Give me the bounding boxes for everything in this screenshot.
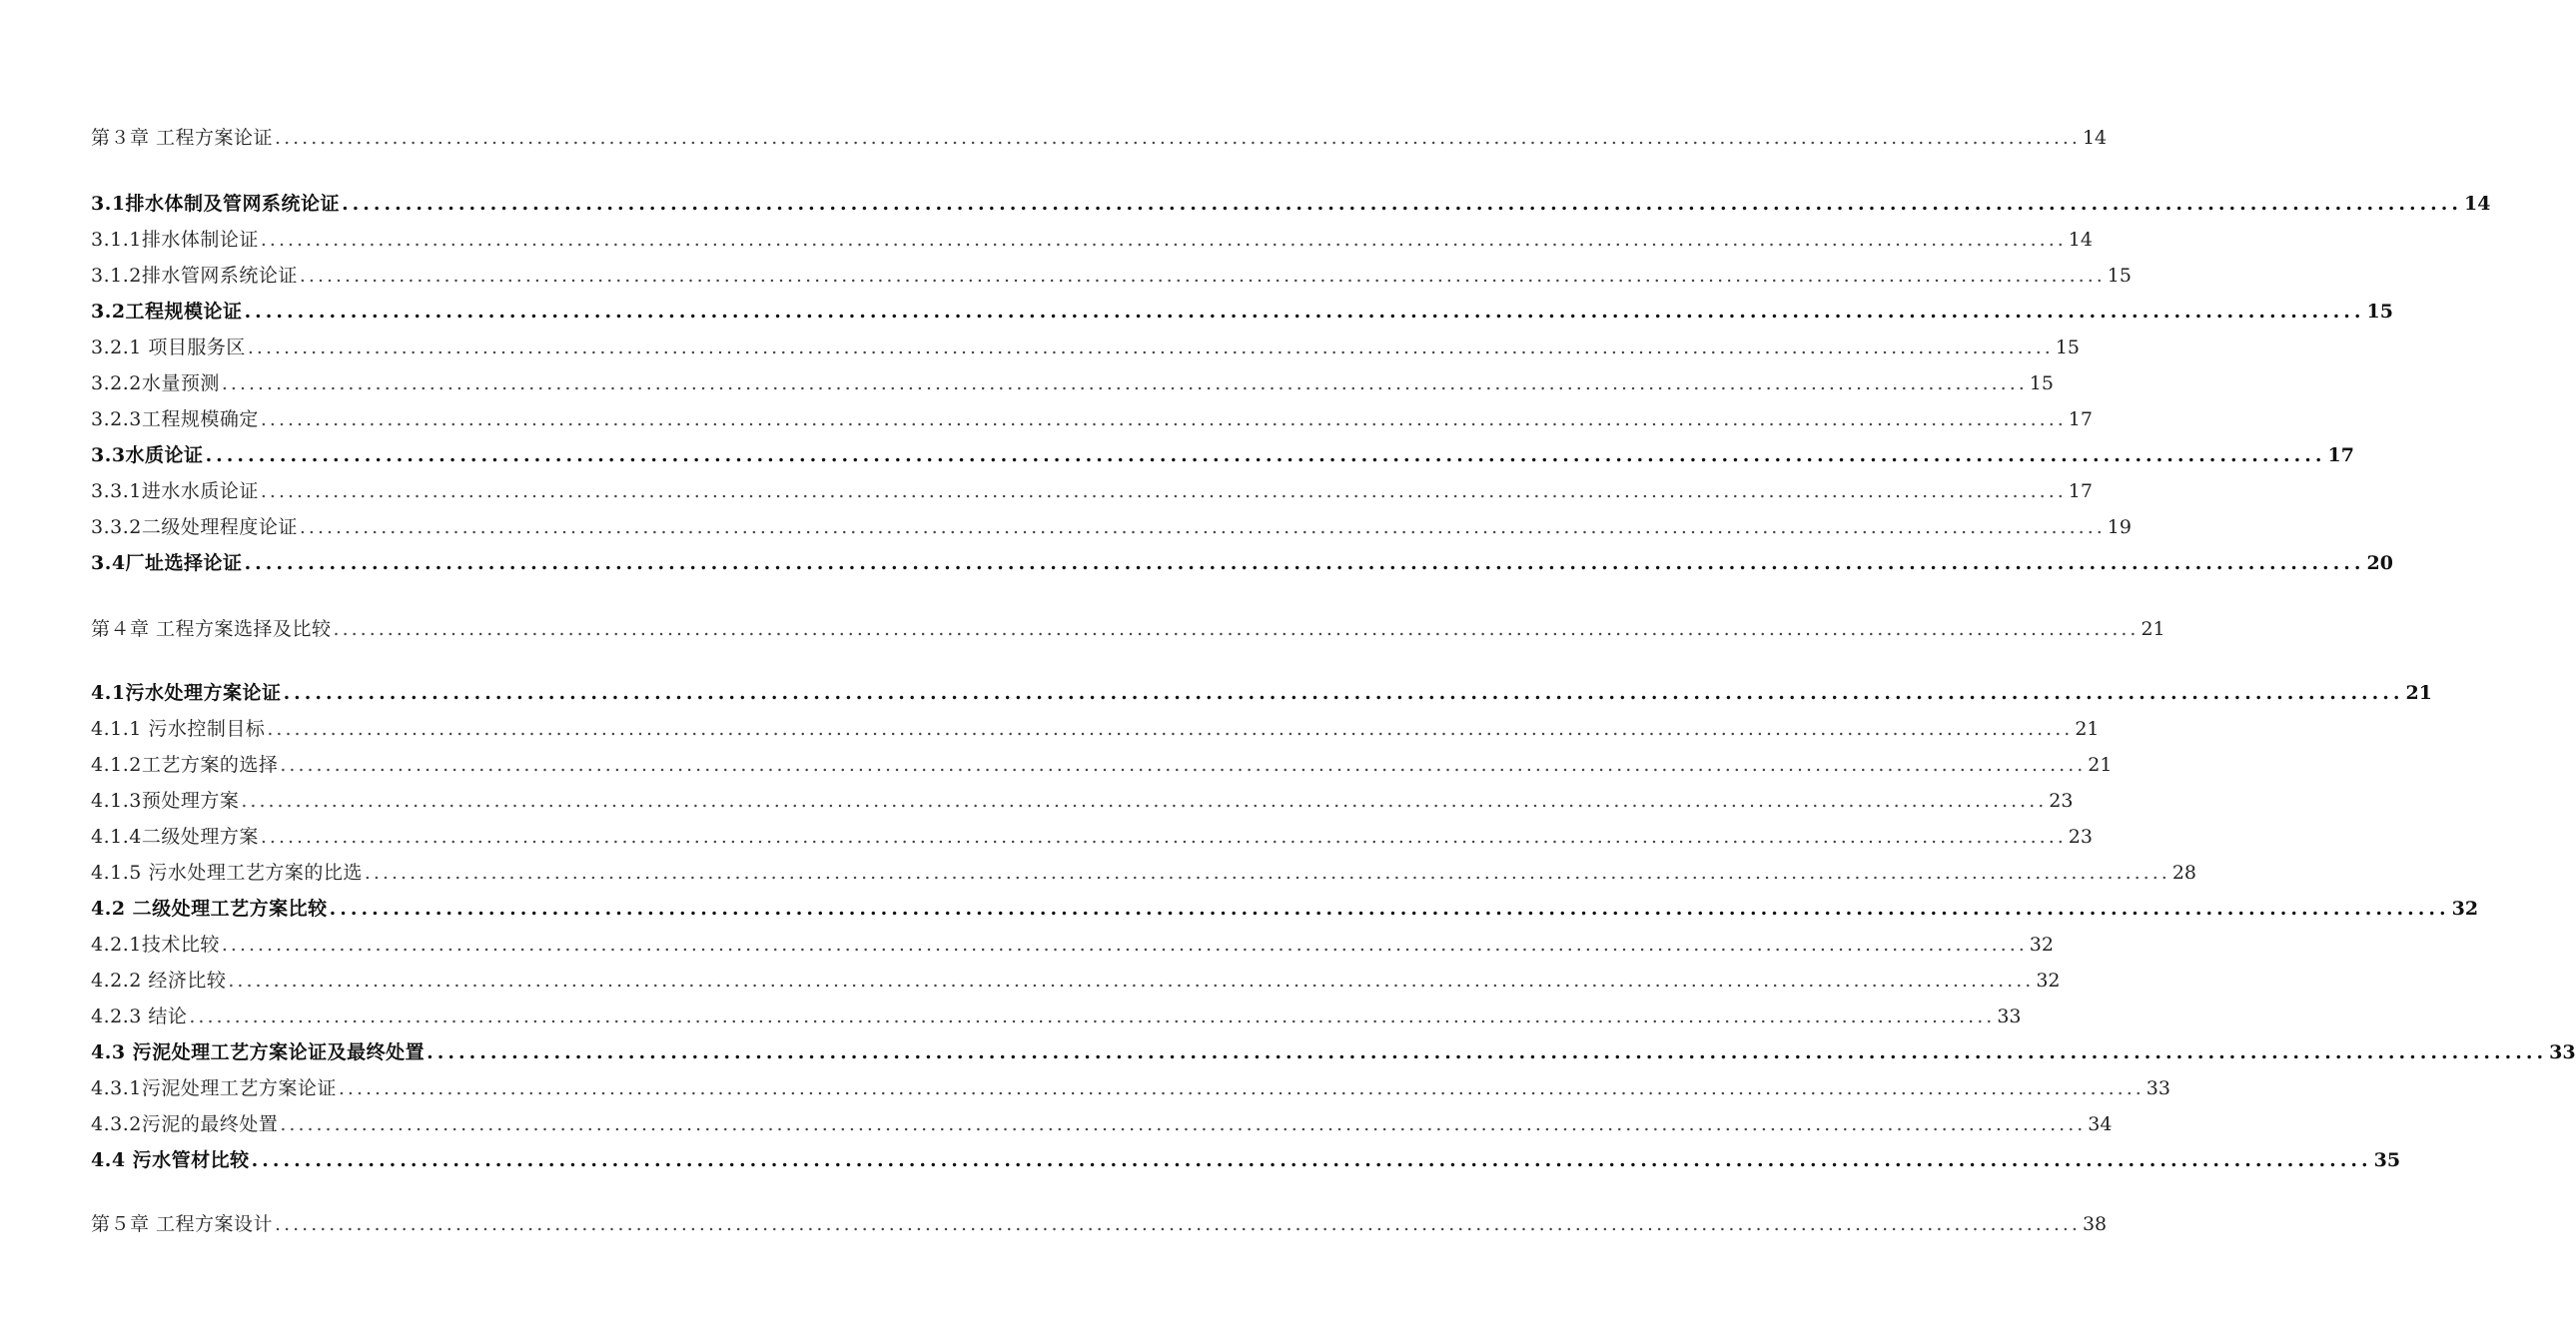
- toc-entry-title: 3.2.2水量预测: [91, 372, 220, 394]
- toc-dot-leader: ........................................................................................................................................................................................................: [260, 408, 2067, 430]
- toc-entry-title: 3.4厂址选择论证: [91, 552, 243, 574]
- toc-entry-4-1[interactable]: [91, 675, 2432, 705]
- toc-entry-page: 33: [2549, 1041, 2576, 1063]
- toc-entry-page: 17: [2068, 480, 2093, 502]
- toc-entry-3-2[interactable]: [91, 294, 2393, 324]
- toc-dot-leader: ........................................................................................................................................................................................................: [333, 618, 2140, 640]
- toc-entry-page: 14: [2068, 229, 2093, 251]
- toc-entry-title: 4.1.1 污水控制目标: [91, 718, 266, 740]
- toc-entry-chapter-5[interactable]: [91, 1206, 2108, 1236]
- toc-entry-title: 第５章 工程方案设计: [91, 1213, 274, 1235]
- toc-entry-4-1-5[interactable]: [91, 855, 2196, 885]
- toc-dot-leader: ........................................................................................................................................................................................................: [260, 480, 2067, 502]
- toc-dot-leader: ........................................................................................................................................................................................................: [427, 1041, 2548, 1063]
- toc-dot-leader: ........................................................................................................................................................................................................: [189, 1006, 1996, 1027]
- toc-entry-chapter-3[interactable]: [91, 120, 2108, 150]
- toc-entry-4-4[interactable]: [91, 1142, 2401, 1172]
- toc-entry-title: 4.4 污水管材比较: [91, 1149, 250, 1171]
- toc-dot-leader: ........................................................................................................................................................................................................: [280, 754, 2087, 776]
- toc-dot-leader: ........................................................................................................................................................................................................: [338, 1077, 2145, 1099]
- toc-entry-title: 4.1.5 污水处理工艺方案的比选: [91, 862, 363, 884]
- toc-entry-page: 33: [1997, 1006, 2022, 1027]
- toc-entry-page: 21: [2141, 618, 2165, 640]
- toc-entry-page: 17: [2327, 444, 2354, 466]
- toc-entry-page: 14: [2082, 127, 2108, 149]
- toc-entry-4-2-2[interactable]: [91, 963, 2061, 993]
- toc-entry-3-2-2[interactable]: [91, 365, 2054, 395]
- toc-dot-leader: ........................................................................................................................................................................................................: [299, 265, 2106, 287]
- toc-entry-page: 20: [2366, 552, 2393, 574]
- toc-entry-page: 19: [2107, 516, 2132, 538]
- toc-entry-title: 第３章 工程方案论证: [91, 127, 274, 149]
- toc-entry-4-2-1[interactable]: [91, 927, 2054, 957]
- toc-entry-4-3-1[interactable]: [91, 1070, 2170, 1100]
- toc-entry-page: 15: [2029, 372, 2054, 394]
- toc-entry-title: 3.2.1 项目服务区: [91, 336, 246, 358]
- toc-dot-leader: ........................................................................................................................................................................................................: [283, 682, 2404, 704]
- toc-entry-4-1-4[interactable]: [91, 819, 2093, 849]
- toc-dot-leader: ........................................................................................................................................................................................................: [247, 336, 2054, 358]
- toc-dot-leader: ........................................................................................................................................................................................................: [221, 372, 2028, 394]
- toc-entry-title: 4.2.2 经济比较: [91, 970, 227, 992]
- toc-entry-title: 3.3.1进水水质论证: [91, 480, 259, 502]
- toc-entry-title: 4.3.2污泥的最终处置: [91, 1113, 279, 1135]
- toc-dot-leader: ........................................................................................................................................................................................................: [299, 516, 2106, 538]
- toc-dot-leader: ........................................................................................................................................................................................................: [244, 552, 2365, 574]
- toc-entry-title: 4.1污水处理方案论证: [91, 682, 282, 704]
- toc-entry-title: 第４章 工程方案选择及比较: [91, 618, 332, 640]
- toc-entry-title: 4.1.4二级处理方案: [91, 826, 259, 848]
- toc-dot-leader: ........................................................................................................................................................................................................: [364, 862, 2170, 884]
- toc-entry-4-3-2[interactable]: [91, 1106, 2113, 1136]
- toc-dot-leader: ........................................................................................................................................................................................................: [260, 229, 2067, 251]
- toc-entry-page: 23: [2068, 826, 2093, 848]
- toc-entry-page: 33: [2146, 1077, 2170, 1099]
- toc-dot-leader: ........................................................................................................................................................................................................: [267, 718, 2074, 740]
- toc-entry-page: 21: [2088, 754, 2113, 776]
- toc-dot-leader: ........................................................................................................................................................................................................: [342, 193, 2463, 215]
- toc-entry-title: 3.2工程规模论证: [91, 301, 243, 323]
- toc-entry-title: 4.1.3预处理方案: [91, 790, 240, 812]
- toc-entry-page: 34: [2088, 1113, 2113, 1135]
- toc-entry-title: 3.2.3工程规模确定: [91, 408, 259, 430]
- toc-entry-page: 21: [2405, 682, 2432, 704]
- toc-dot-leader: ........................................................................................................................................................................................................: [205, 444, 2326, 466]
- toc-entry-3-3-1[interactable]: [91, 473, 2093, 503]
- toc-entry-chapter-4[interactable]: [91, 611, 2165, 641]
- toc-entry-title: 4.3 污泥处理工艺方案论证及最终处置: [91, 1041, 426, 1063]
- toc-entry-page: 32: [2451, 898, 2479, 920]
- toc-entry-title: 3.3水质论证: [91, 444, 204, 466]
- toc-entry-page: 17: [2068, 408, 2093, 430]
- toc-entry-title: 4.2.1技术比较: [91, 934, 220, 956]
- toc-entry-4-3[interactable]: [91, 1034, 2576, 1064]
- toc-entry-title: 3.3.2二级处理程度论证: [91, 516, 298, 538]
- toc-entry-4-2-3[interactable]: [91, 999, 2022, 1028]
- toc-entry-3-2-3[interactable]: [91, 401, 2093, 431]
- toc-dot-leader: ........................................................................................................................................................................................................: [251, 1149, 2372, 1171]
- toc-entry-page: 32: [2029, 934, 2054, 956]
- toc-entry-title: 3.1排水体制及管网系统论证: [91, 193, 341, 215]
- toc-entry-3-2-1[interactable]: [91, 330, 2080, 359]
- toc-dot-leader: ........................................................................................................................................................................................................: [280, 1113, 2087, 1135]
- toc-entry-page: 15: [2366, 301, 2393, 323]
- toc-entry-page: 38: [2082, 1213, 2108, 1235]
- toc-entry-3-3[interactable]: [91, 437, 2354, 467]
- toc-entry-title: 4.2 二级处理工艺方案比较: [91, 898, 328, 920]
- toc-entry-3-1-2[interactable]: [91, 258, 2132, 288]
- toc-entry-page: 32: [2036, 970, 2061, 992]
- toc-entry-4-2[interactable]: [91, 891, 2479, 921]
- toc-entry-page: 14: [2464, 193, 2491, 215]
- toc-entry-page: 35: [2373, 1149, 2401, 1171]
- toc-entry-page: 15: [2107, 265, 2132, 287]
- toc-entry-page: 23: [2049, 790, 2074, 812]
- toc-dot-leader: ........................................................................................................................................................................................................: [329, 898, 2450, 920]
- toc-entry-3-4[interactable]: [91, 545, 2393, 575]
- toc-dot-leader: ........................................................................................................................................................................................................: [275, 1213, 2081, 1235]
- toc-dot-leader: ........................................................................................................................................................................................................: [244, 301, 2365, 323]
- toc-dot-leader: ........................................................................................................................................................................................................: [221, 934, 2028, 956]
- toc-entry-title: 4.3.1污泥处理工艺方案论证: [91, 1077, 337, 1099]
- toc-entry-3-1-1[interactable]: [91, 222, 2093, 252]
- toc-dot-leader: ........................................................................................................................................................................................................: [275, 127, 2081, 149]
- toc-entry-page: 28: [2171, 862, 2196, 884]
- toc-entry-page: 21: [2075, 718, 2100, 740]
- toc-dot-leader: ........................................................................................................................................................................................................: [228, 970, 2035, 992]
- toc-dot-leader: ........................................................................................................................................................................................................: [260, 826, 2067, 848]
- toc-entry-4-1-1[interactable]: [91, 711, 2100, 741]
- toc-entry-3-3-2[interactable]: [91, 509, 2132, 539]
- toc-entry-4-1-2[interactable]: [91, 747, 2113, 777]
- table-of-contents: [91, 0, 2576, 1342]
- toc-entry-3-1[interactable]: [91, 186, 2491, 216]
- toc-entry-4-1-3[interactable]: [91, 783, 2074, 813]
- toc-entry-page: 15: [2055, 336, 2080, 358]
- toc-entry-title: 3.1.1排水体制论证: [91, 229, 259, 251]
- toc-entry-title: 4.2.3 结论: [91, 1006, 188, 1027]
- toc-entry-title: 3.1.2排水管网系统论证: [91, 265, 298, 287]
- toc-entry-title: 4.1.2工艺方案的选择: [91, 754, 279, 776]
- toc-dot-leader: ........................................................................................................................................................................................................: [241, 790, 2048, 812]
